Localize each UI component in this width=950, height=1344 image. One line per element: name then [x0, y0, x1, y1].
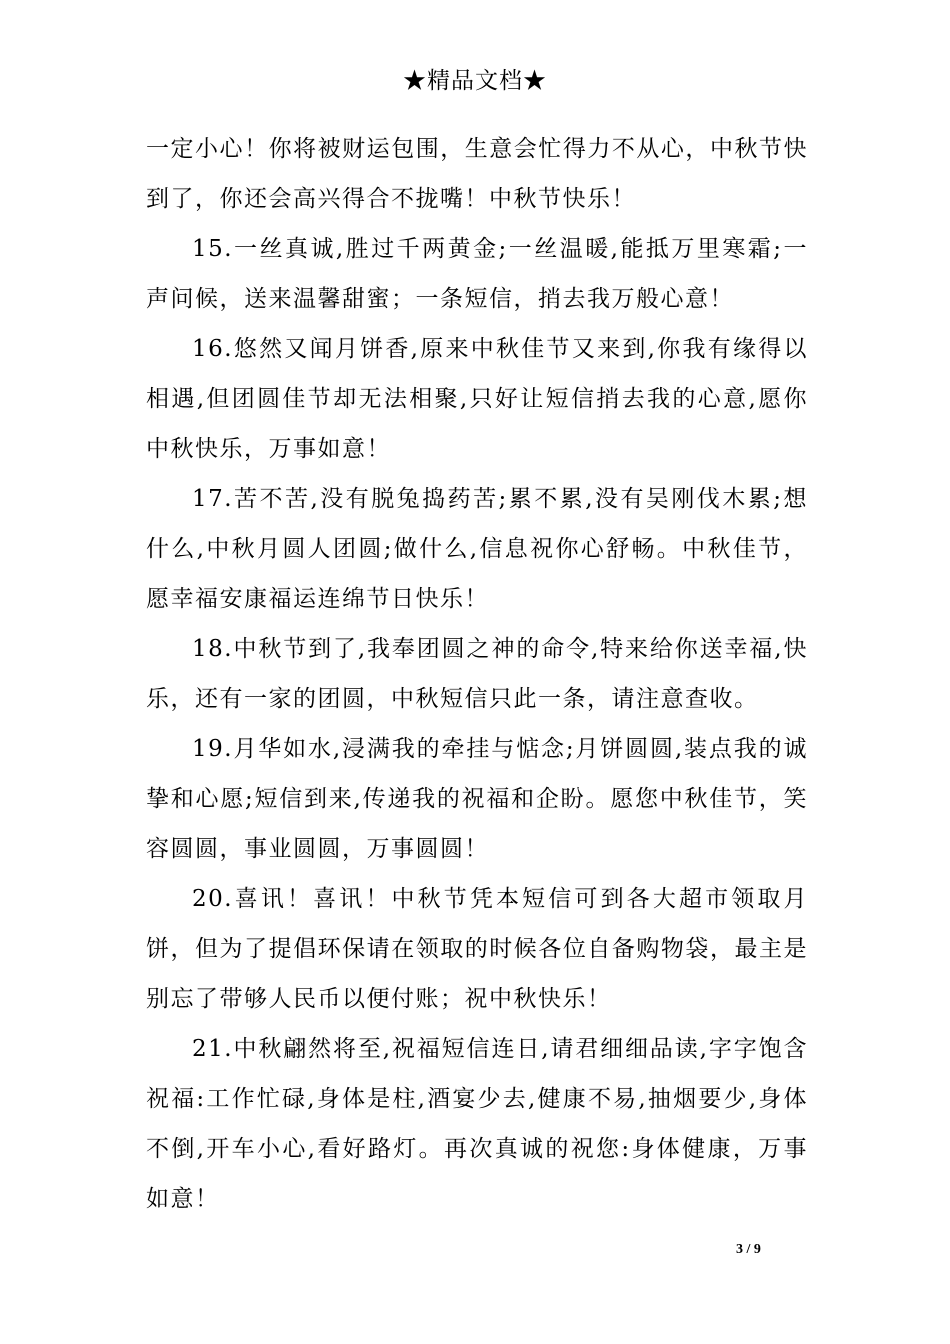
paragraph-item-20: 20.喜讯！喜讯！中秋节凭本短信可到各大超市领取月饼，但为了提倡环保请在领取的时候各位自备购物袋，最主是别忘了带够人民币以便付账；祝中秋快乐！ [146, 886, 808, 1012]
paragraph-item-18: 18.中秋节到了,我奉团圆之神的命令,特来给你送幸福,快乐，还有一家的团圆，中秋短信只此一条，请注意查收。 [146, 636, 808, 712]
page-header [0, 66, 950, 96]
document-body [146, 124, 808, 1224]
page-number: 3 / 9 [736, 1242, 761, 1257]
paragraph-continuation: 一定小心！你将被财运包围，生意会忙得力不从心，中秋节快到了，你还会高兴得合不拢嘴！中秋节快乐！ [146, 136, 808, 212]
paragraph-item-16: 16.悠然又闻月饼香,原来中秋佳节又来到,你我有缘得以相遇,但团圆佳节却无法相聚,只好让短信捎去我的心意,愿你中秋快乐，万事如意！ [146, 336, 808, 462]
paragraph-item-15: 15.一丝真诚,胜过千两黄金;一丝温暖,能抵万里寒霜;一声问候，送来温馨甜蜜；一条短信，捎去我万般心意！ [146, 236, 808, 312]
paragraph-item-19: 19.月华如水,浸满我的牵挂与惦念;月饼圆圆,装点我的诚挚和心愿;短信到来,传递我的祝福和企盼。愿您中秋佳节，笑容圆圆，事业圆圆，万事圆圆！ [146, 736, 808, 862]
paragraph-item-21: 21.中秋翩然将至,祝福短信连日,请君细细品读,字字饱含祝福:工作忙碌,身体是柱,酒宴少去,健康不易,抽烟要少,身体不倒,开车小心,看好路灯。再次真诚的祝您:身体健康，万事如意！ [146, 1036, 808, 1212]
document-title: ★精品文档★ [403, 68, 547, 94]
paragraph-item-17: 17.苦不苦,没有脱兔捣药苦;累不累,没有吴刚伐木累;想什么,中秋月圆人团圆;做什么,信息祝你心舒畅。中秋佳节，愿幸福安康福运连绵节日快乐！ [146, 486, 808, 612]
